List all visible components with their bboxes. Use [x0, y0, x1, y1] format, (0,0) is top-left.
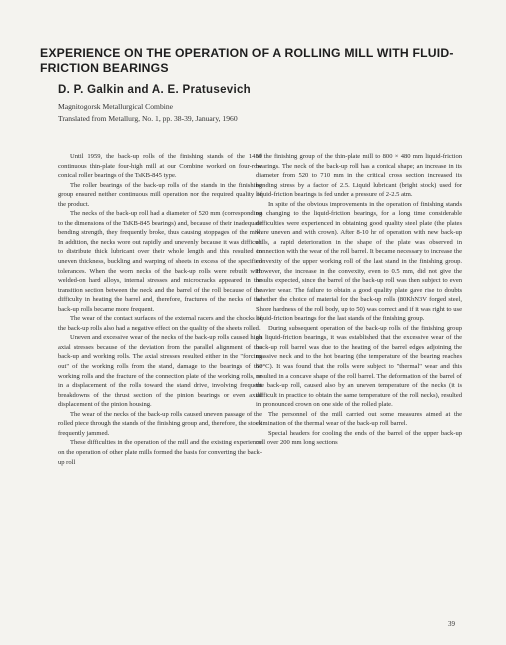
article-authors: D. P. Galkin and A. E. Pratusevich	[58, 84, 251, 96]
paragraph: The roller bearings of the back-up rolls of the stands in the finishing group ensured neither continuous mill operation nor the required quality of the product.	[58, 181, 262, 208]
paragraph: Special headers for cooling the ends of the barrel of the upper back-up roll over 200 mm long sections	[256, 429, 462, 447]
article-title: EXPERIENCE ON THE OPERATION OF A ROLLING MILL WITH FLUID-FRICTION BEARINGS	[40, 46, 454, 75]
paragraph-continued: of the finishing group of the thin-plate mill to 800 × 480 mm liquid-friction bearings. The neck of the back-up roll has a conical shape; an increase in its diameter from 520 to 710 mm in the critical cross section increased its bending stress by a factor of 2.5. Liquid lubricant (bright stock) used for liquid-friction bearings is fed under a pressure of 2-2.5 atm.	[256, 153, 462, 199]
page-number: 39	[448, 620, 455, 628]
paragraph: Uneven and excessive wear of the necks of the back-up rolls caused high axial stresses because of the deviation from the parallel alignment of the back-up and working rolls. The axial stresses resulted either in the "forcing out" of the working rolls from the stand, damage to the bearings of the working rolls and the fracture of the connection plate of the working rolls, or in a displacement of the rolls toward the stand drive, involving frequent breakdowns of the thrust section of the pinion bearings or even axial displacement of the pinion housing.	[58, 334, 262, 409]
right-column	[256, 152, 462, 448]
translation-note: Translated from Metallurg, No. 1, pp. 38-39, January, 1960	[58, 113, 238, 123]
paragraph: These difficulties in the operation of the mill and the existing experience on the operation of other plate mills formed the basis for converting the back-up roll	[58, 439, 262, 466]
paragraph: The personnel of the mill carried out some measures aimed at the elimination of the thermal wear of the back-up roll barrel.	[256, 410, 462, 428]
paragraph: The necks of the back-up roll had a diameter of 520 mm (corresponding to the dimensions of the TsKB-845 bearings) and, because of their inadequate bending strength, they frequently broke, thus causing stoppages of the mill. In addition, the necks wore out rapidly and unevenly because it was difficult to distribute thick lubricant over their whole length and this resulted in uneven thickness, buckling and warping of sheets in excess of the specified tolerances. When the worn necks of the back-up rolls were rebuilt with welded-on hard alloys, internal stresses and microcracks appeared in the transition section between the neck and the barrel of the roll because of the difficulty in heating the barrel and, therefore, fractures of the necks of the back-up rolls became more frequent.	[58, 210, 262, 313]
left-column	[58, 152, 262, 467]
paragraph: Until 1959, the back-up rolls of the finishing stands of the 1450 continuous thin-plate four-high mill at our Combine worked on four-row conical roller bearings of the TsKB-845 type.	[58, 153, 262, 180]
paragraph: The wear of the contact surfaces of the external racers and the chocks of the back-up rolls also had a negative effect on the quality of the sheets rolled.	[58, 315, 262, 332]
paragraph: The wear of the necks of the back-up rolls caused uneven passage of the rolled piece through the stands of the finishing group and, therefore, the stock frequently jammed.	[58, 410, 262, 437]
paragraph: During subsequent operation of the back-up rolls of the finishing group on liquid-friction bearings, it was established that the excessive wear of the back-up roll barrel was due to the heating of the barrel edges adjoining the massive neck and to the hot bearing (the temperature of the bearing reaches 60°C). It was found that the rolls were subject to "thermal" wear and this resulted in a concave shape of the roll barrel. The deformation of the barrel of the back-up roll, caused also by an uneven temperature of the necks (it is difficult in practice to obtain the same temperature of the roll necks), resulted in pronounced crown on one side of the rolled plate.	[256, 324, 462, 409]
author-affiliation-block	[58, 101, 238, 124]
affiliation: Magnitogorsk Metallurgical Combine	[58, 102, 174, 111]
paragraph: In spite of the obvious improvements in the operation of finishing stands on changing to the liquid-friction bearings, for a long time considerable difficulties were experienced in obtaining good quality steel plate (the plates were uneven and with crown). After 8-10 hr of operation with new back-up rolls, a rapid deterioration in the shape of the plate was observed in connection with the wear of the roll barrel. It became necessary to increase the convexity of the upper working roll of the last stand in the finishing group. However, the increase in the convexity, even to 0.5 mm, did not give the results expected, since the barrel of the back-up roll was then subject to even heavier wear. The failure to obtain a good quality plate gave rise to doubts whether the choice of material for the back-up rolls (80KhN3V forged steel, Shore hardness of the roll body, up to 50) was correct and if it was right to use liquid-friction bearings for the last stands of the finishing group.	[256, 200, 462, 323]
